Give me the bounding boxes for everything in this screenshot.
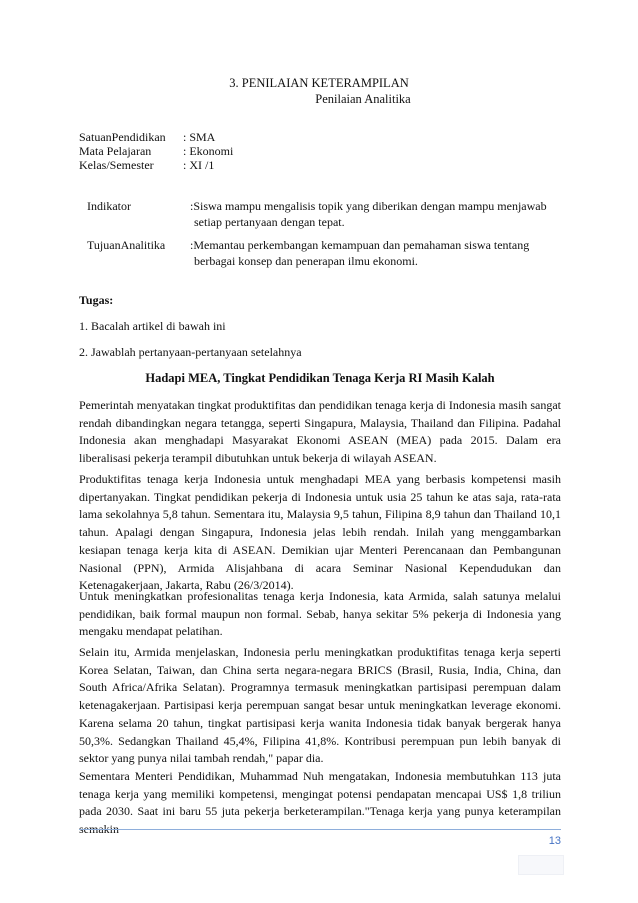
article-paragraph-3 — [79, 588, 561, 641]
article-paragraph-2 — [79, 471, 561, 595]
tugas-heading: Tugas: — [79, 293, 114, 307]
page-corner-decoration — [518, 855, 564, 875]
tujuan-text — [190, 237, 550, 269]
identity-row-class — [0, 158, 638, 172]
indikator-line-2: setiap pertanyaan dengan tepat. — [194, 215, 345, 229]
article-paragraph-1 — [79, 397, 561, 468]
page-number: 13 — [548, 835, 561, 847]
indikator-text — [190, 198, 550, 230]
paragraph-text: Untuk meningkatkan profesionalitas tenaga kerja Indonesia, kata Armida, salah satunya melalui pendidikan, baik formal maupun non formal. Sebab, hanya sekitar 5% pekerja di Indonesia yang mengaku mendapat pelatihan. — [79, 589, 561, 639]
tujuan-line-1: :Memantau perkembangan kemampuan dan pemahaman siswa tentang — [190, 238, 530, 252]
indikator-line-1: :Siswa mampu mengalisis topik yang diberikan dengan mampu menjawab — [190, 199, 547, 213]
tujuan-label: TujuanAnalitika — [87, 238, 166, 252]
identity-value: : Ekonomi — [183, 144, 234, 158]
tugas-item-2: 2. Jawablah pertanyaan-pertanyaan setelahnya — [79, 345, 302, 359]
indikator-label: Indikator — [87, 199, 131, 213]
tujuan-row — [0, 237, 638, 271]
identity-value: : SMA — [183, 130, 216, 144]
footer-divider — [79, 829, 561, 830]
section-title: 3. PENILAIAN KETERAMPILAN — [229, 76, 409, 90]
article-paragraph-4 — [79, 644, 561, 768]
paragraph-text: Selain itu, Armida menjelaskan, Indonesia perlu meningkatkan produktifitas tenaga kerja seperti Korea Selatan, Taiwan, dan China serta negara-negara BRICS (Brasil, Rusia, India, China, dan South Africa/Afrika Selatan). Programnya termasuk meningkatkan partisipasi perempuan dalam ketenagakerjaan. Partisipasi kerja perempuan sangat besar untuk meningkatkan leverage ekonomi. Karena selama 20 tahun, tingkat partisipasi kerja wanita Indonesia tidak banyak bergerak hanya 50,3%. Sedangkan Thailand 45,4%, Filipina 41,8%. Kontribusi perempuan pun lebih banyak di sektor yang punya nilai tambah rendah," papar dia. — [79, 645, 561, 766]
article-title: Hadapi MEA, Tingkat Pendidikan Tenaga Kerja RI Masih Kalah — [145, 371, 495, 385]
indikator-row — [0, 198, 638, 232]
tugas-item-1: 1. Bacalah artikel di bawah ini — [79, 319, 226, 333]
identity-value: : XI /1 — [183, 158, 215, 172]
paragraph-text: Pemerintah menyatakan tingkat produktifitas dan pendidikan tenaga kerja di Indonesia masih sangat rendah dibandingkan negara tetangga, seperti Singapura, Malaysia, Thailand dan Filipina. Padahal Indonesia akan menghadapi Masyarakat Ekonomi ASEAN (MEA) pada 2015. Dalam era liberalisasi pekerja terampil dibutuhkan untuk bekerja di wilayah ASEAN. — [79, 398, 561, 466]
identity-label: SatuanPendidikan — [79, 130, 166, 144]
identity-row-school — [0, 130, 638, 144]
identity-label: Mata Pelajaran — [79, 144, 152, 158]
paragraph-text: Produktifitas tenaga kerja Indonesia untuk menghadapi MEA yang berbasis kompetensi masih dipertanyakan. Tingkat pendidikan pekerja di Indonesia untuk usia 25 tahun ke atas saja, rata-rata lama sekolahnya 5,8 tahun. Sementara itu, Malaysia 9,5 tahun, Filipina 8,9 tahun dan Thailand 10,1 tahun. Apalagi dengan Singapura, Indonesia jelas lebih rendah. Inilah yang menggambarkan kesiapan tenaga kerja kita di ASEAN. Demikian ujar Menteri Perencanaan dan Pembangunan Nasional (PPN), Armida Alisjahbana di acara Seminar Nasional Kependudukan dan Ketenagakerjaan, Jakarta, Rabu (26/3/2014). — [79, 472, 561, 593]
section-subtitle: Penilaian Analitika — [315, 92, 411, 106]
tujuan-line-2: berbagai konsep dan penerapan ilmu ekonomi. — [194, 254, 418, 268]
paragraph-text: Sementara Menteri Pendidikan, Muhammad Nuh mengatakan, Indonesia membutuhkan 113 juta tenaga kerja yang memiliki kompetensi, mengingat potensi pendapatan mencapai US$ 1,8 triliun pada 2030. Saat ini baru 55 juta pekerja berketerampilan."Tenaga kerja yang punya keterampilan semakin — [79, 769, 561, 837]
identity-label: Kelas/Semester — [79, 158, 154, 172]
identity-row-subject — [0, 144, 638, 158]
